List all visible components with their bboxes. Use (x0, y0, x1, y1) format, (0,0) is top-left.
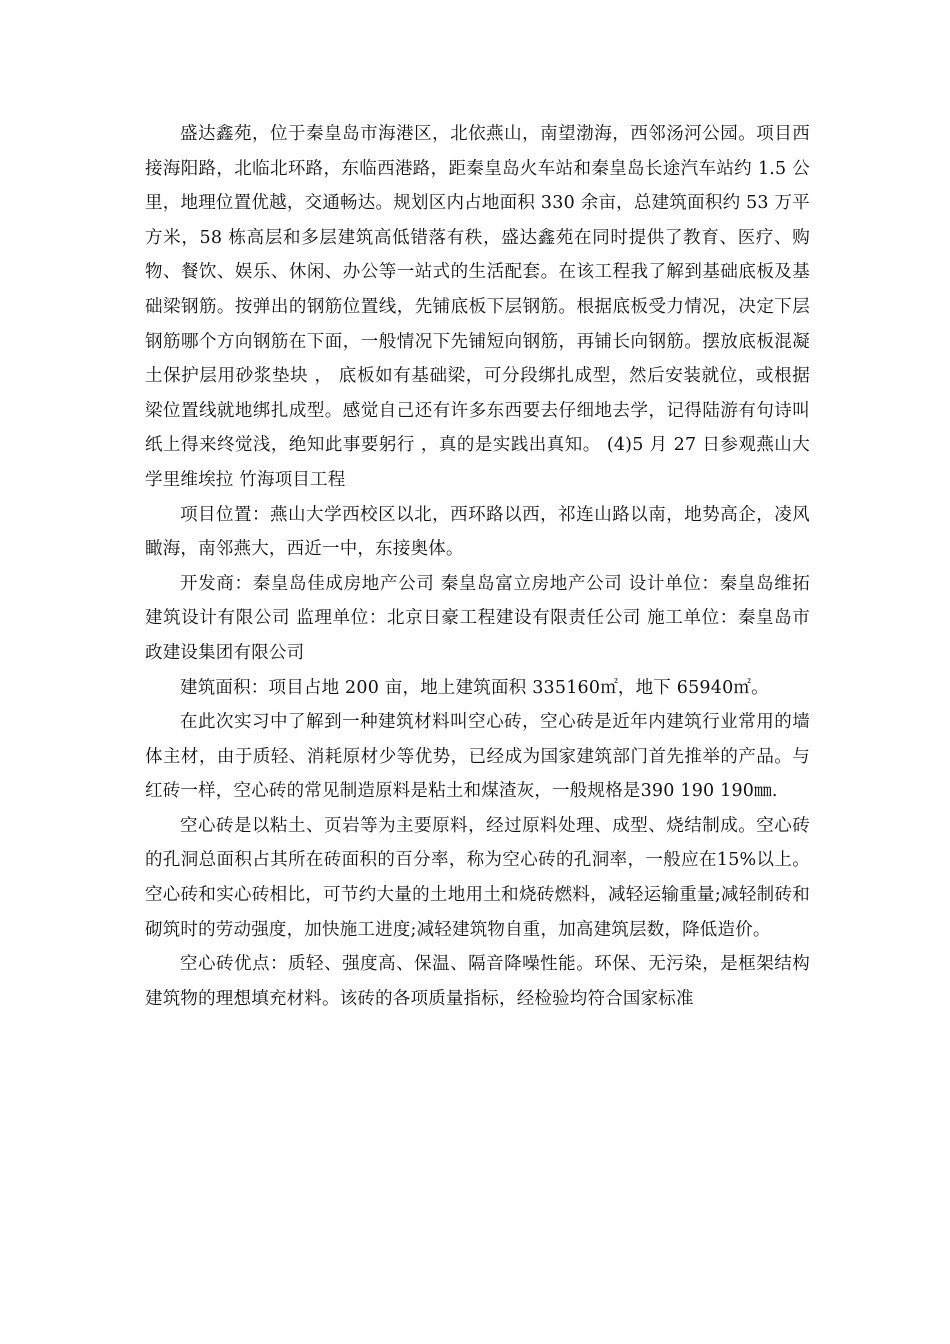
paragraph-shengda-xinyuan: 盛达鑫苑，位于秦皇岛市海港区，北依燕山，南望渤海，西邻汤河公园。项目西接海阳路，北临北环路，东临西港路，距秦皇岛火车站和秦皇岛长途汽车站约 1.5 公里，地理位置优越，交通畅达。规划区内占地面积 330 余亩，总建筑面积约 53 万平方米，58 栋高层和多层建筑高低错落有秩，盛达鑫苑在同时提供了教育、医疗、购物、餐饮、娱乐、休闲、办公等一站式的生活配套。在该工程我了解到基础底板及基础梁钢筋。按弹出的钢筋位置线，先铺底板下层钢筋。根据底板受力情况，决定下层钢筋哪个方向钢筋在下面，一般情况下先铺短向钢筋，再铺长向钢筋。摆放底板混凝土保护层用砂浆垫块 ， 底板如有基础梁，可分段绑扎成型，然后安装就位，或根据梁位置线就地绑扎成型。感觉自己还有许多东西要去仔细地去学，记得陆游有句诗叫 纸上得来终觉浅，绝知此事要躬行 ，真的是实践出真知。 (4)5 月 27 日参观燕山大学里维埃拉 竹海项目工程 (145, 124, 810, 490)
paragraph-developer-info: 开发商：秦皇岛佳成房地产公司 秦皇岛富立房地产公司 设计单位：秦皇岛维拓建筑设计有限公司 监理单位：北京日豪工程建设有限责任公司 施工单位：秦皇岛市政建设集团有限公司 (145, 573, 810, 663)
paragraph-hollow-brick-intro: 在此次实习中了解到一种建筑材料叫空心砖，空心砖是近年内建筑行业常用的墙体主材，由于质轻、消耗原材少等优势，已经成为国家建筑部门首先推举的产品。与红砖一样，空心砖的常见制造原料是粘土和煤渣灰，一般规格是390 190 190㎜. (145, 712, 810, 802)
paragraph-building-area: 建筑面积：项目占地 200 亩，地上建筑面积 335160㎡，地下 65940㎡。 (180, 677, 769, 698)
document-body (145, 117, 810, 1016)
paragraph-project-location: 项目位置：燕山大学西校区以北，西环路以西，祁连山路以南，地势高企，凌风瞰海，南邻燕大，西近一中，东接奥体。 (145, 504, 810, 560)
paragraph-hollow-brick-advantages: 空心砖优点：质轻、强度高、保温、隔音降噪性能。环保、无污染，是框架结构建筑物的理想填充材料。该砖的各项质量指标，经检验均符合国家标准 (145, 954, 810, 1009)
paragraph-hollow-brick-definition: 空心砖是以粘土、页岩等为主要原料，经过原料处理、成型、烧结制成。空心砖的孔洞总面积占其所在砖面积的百分率，称为空心砖的孔洞率，一般应在15%以上。空心砖和实心砖相比，可节约大量的土地用土和烧砖燃料，减轻运输重量;减轻制砖和砌筑时的劳动强度，加快施工进度;减轻建筑物自重，加高建筑层数，降低造价。 (145, 815, 810, 940)
